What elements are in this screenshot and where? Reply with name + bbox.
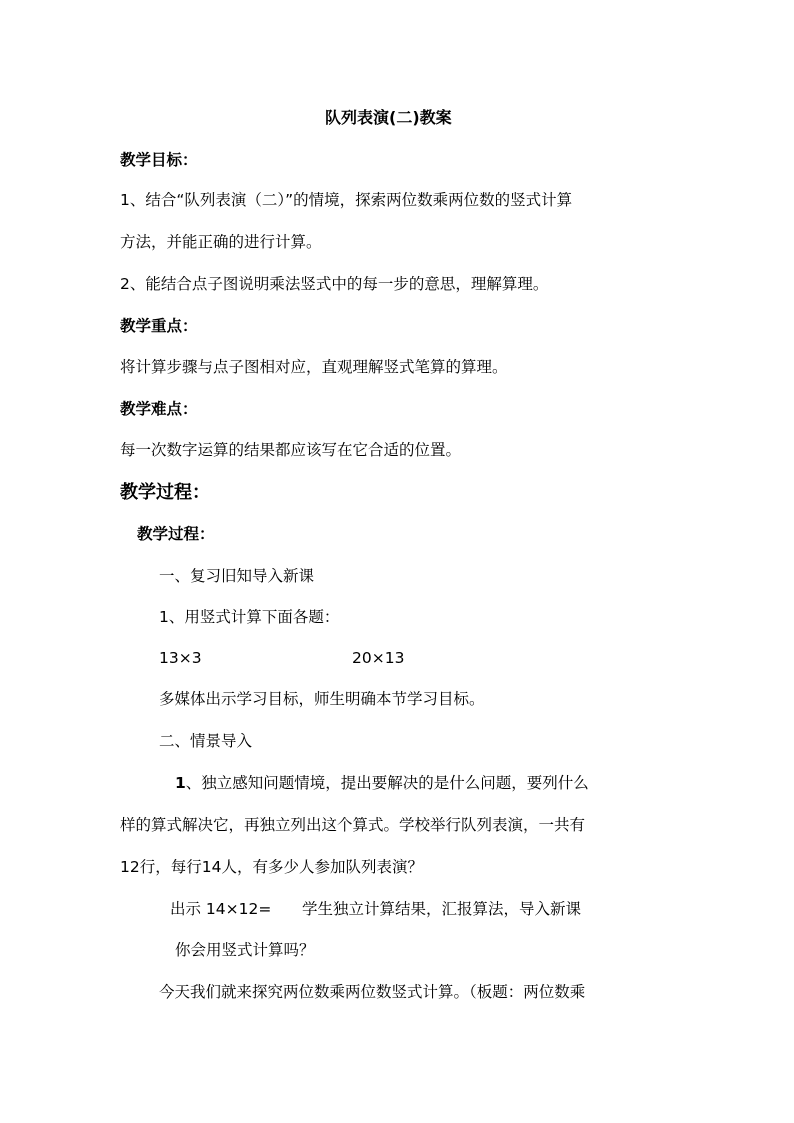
objective-2: 2、能结合点子图说明乘法竖式中的每一步的意思，理解算理。 xyxy=(120,275,549,293)
section-1-heading: 一、复习旧知导入新课 xyxy=(159,567,315,585)
show-expression: 出示 14×12= xyxy=(170,900,272,918)
task-2-number: 1 xyxy=(175,774,186,792)
task-2-line-a xyxy=(175,773,589,793)
today-text: 今天我们就来探究两位数乘两位数竖式计算。（板题：两位数乘 xyxy=(159,983,586,1001)
expression-a: 13×3 xyxy=(159,649,202,667)
objectives-heading: 教学目标： xyxy=(120,151,198,169)
objective-1-line-b: 方法，并能正确的进行计算。 xyxy=(120,233,322,251)
section-2-heading: 二、情景导入 xyxy=(159,732,253,750)
task-2-line-c: 12行，每行14人，有多少人参加队列表演？ xyxy=(120,858,423,876)
process-heading: 教学过程： xyxy=(137,525,215,543)
objective-1-line-a: 1、结合“队列表演（二）”的情境，探索两位数乘两位数的竖式计算 xyxy=(120,191,573,209)
key-points-heading: 教学重点： xyxy=(120,317,198,335)
key-points-text: 将计算步骤与点子图相对应，直观理解竖式笔算的算理。 xyxy=(120,358,508,376)
task-2-text-a: 、独立感知问题情境，提出要解决的是什么问题，要列什么 xyxy=(185,774,589,792)
page-title: 队列表演(二)教案 xyxy=(325,108,452,127)
difficulties-heading: 教学难点： xyxy=(120,400,198,418)
difficulties-text: 每一次数字运算的结果都应该写在它合适的位置。 xyxy=(120,441,462,459)
question: 你会用竖式计算吗？ xyxy=(175,941,315,959)
media-text: 多媒体出示学习目标，师生明确本节学习目标。 xyxy=(159,690,485,708)
process-heading-large: 教学过程： xyxy=(120,482,210,503)
expression-b: 20×13 xyxy=(352,649,405,667)
task-2-line-b: 样的算式解决它，再独立列出这个算式。学校举行队列表演，一共有 xyxy=(120,816,586,834)
task-1: 1、用竖式计算下面各题： xyxy=(159,608,340,626)
show-expression-followup: 学生独立计算结果，汇报算法，导入新课 xyxy=(302,900,582,918)
